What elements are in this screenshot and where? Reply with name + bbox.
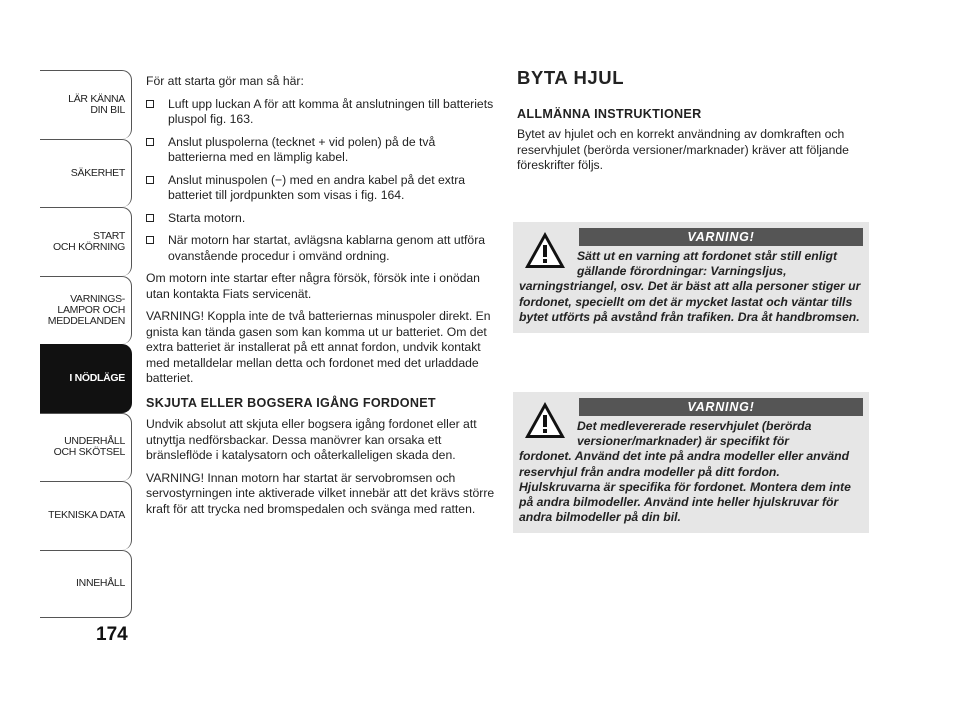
checkbox-bullet-icon <box>146 176 154 184</box>
checkbox-bullet-icon <box>146 138 154 146</box>
tab-label: INNEHÅLL <box>76 577 125 590</box>
list-item: Luft upp luckan A för att komma åt anslutningen till batteriets pluspol fig. 163. <box>146 97 496 128</box>
warning-box <box>513 222 869 333</box>
warning-header: VARNING! <box>579 398 863 416</box>
page-number: 174 <box>96 624 128 645</box>
tab-label: UNDERHÅLL OCH SKÖTSEL <box>53 435 125 459</box>
tab-sakerhet[interactable] <box>40 139 132 208</box>
warning-header: VARNING! <box>579 228 863 246</box>
list-item: Starta motorn. <box>146 211 496 227</box>
section-heading: ALLMÄNNA INSTRUKTIONER <box>517 106 702 121</box>
tab-underhall-och-skotsel[interactable] <box>40 413 132 482</box>
tab-label: SÄKERHET <box>70 166 125 179</box>
wheel-change-section <box>517 67 869 174</box>
tab-varningslampor[interactable] <box>40 276 132 345</box>
tab-label: LÄR KÄNNA DIN BIL <box>68 92 125 116</box>
paragraph: Undvik absolut att skjuta eller bogsera igång fordonet eller att utnyttja nedförsbackar. Dessa manövrer kan orsaka ett bränsleflöde i katalysatorn och oåterkalleligen skada den. <box>146 417 477 462</box>
warning-text: Sätt ut en varning att fordonet står still enligt gällande förordningar: Varningsljus, varningstriangel, osv. Det är bäst att alla personer stiger ur fordonet, speciellt om det är mycket lastat och väntar tills bytet utförts på avstånd från trafiken. Dra åt handbromsen. <box>519 249 861 324</box>
paragraph: Om motorn inte startar efter några försök, försök inte i onödan utan kontakta Fiats servicenät. <box>146 271 480 301</box>
list-item: Anslut minuspolen (−) med en andra kabel på det extra batteriet till jordpunkten som visas i fig. 164. <box>146 173 496 204</box>
warning-triangle-icon <box>523 230 567 270</box>
tab-label: I NÖDLÄGE <box>69 372 125 385</box>
tab-innehall[interactable] <box>40 550 132 619</box>
tab-label: VARNINGS- LAMPOR OCH MEDDELANDEN <box>47 292 125 327</box>
page-title: BYTA HJUL <box>517 67 625 88</box>
intro-text: Bytet av hjulet och en korrekt användning av domkraften och reservhjulet (berörda versioner/marknader) kräver att följande föreskrifter följs. <box>517 127 849 172</box>
tab-label: TEKNISKA DATA <box>48 509 125 522</box>
paragraph: VARNING! Innan motorn har startat är servobromsen och servostyrningen inte aktiverade vilket innebär att det krävs större kraft för att trycka ned bromspedalen och svänga med ratten. <box>146 470 495 516</box>
intro-text: För att starta gör man så här: <box>146 74 304 88</box>
tab-lar-kanna-din-bil[interactable] <box>40 70 132 139</box>
subheading: SKJUTA ELLER BOGSERA IGÅNG FORDONET <box>146 395 436 410</box>
list-item: När motorn har startat, avlägsna kablarna genom att utföra ovanstående procedur i omvänd ordning. <box>146 233 496 264</box>
warning-box <box>513 392 869 533</box>
chapter-sidebar <box>40 70 132 618</box>
tab-i-nodlage[interactable] <box>40 344 132 413</box>
paragraph: VARNING! Koppla inte de två batteriernas minuspoler direkt. En gnista kan tända gasen som kan komma ut ur batteriet. Om det extra batteriet är installerat på ett annat fordon, undvik kontakt med metalldelar mellan detta och fordonet med det urladdade batteriet. <box>146 309 491 385</box>
warning-triangle-icon <box>523 400 567 440</box>
tab-start-och-korning[interactable] <box>40 207 132 276</box>
checkbox-bullet-icon <box>146 100 154 108</box>
list-item: Anslut pluspolerna (tecknet + vid polen) på de två batterierna med en lämplig kabel. <box>146 135 496 166</box>
checkbox-bullet-icon <box>146 236 154 244</box>
checkbox-bullet-icon <box>146 214 154 222</box>
warning-text: Det medlevererade reservhjulet (berörda versioner/marknader) är specifikt för fordonet. Använd det inte på andra modeller eller använd reservhjul från andra modeller på ditt fordon. Hjulskruvarna är specifika för fordonet. Montera dem inte på andra bilmodeller. Använd inte heller hjulskruvar för andra bilmodeller på din bil. <box>519 419 851 525</box>
tab-label: START OCH KÖRNING <box>53 229 125 253</box>
jump-start-instructions <box>146 74 496 524</box>
step-list <box>146 97 496 265</box>
tab-tekniska-data[interactable] <box>40 481 132 550</box>
